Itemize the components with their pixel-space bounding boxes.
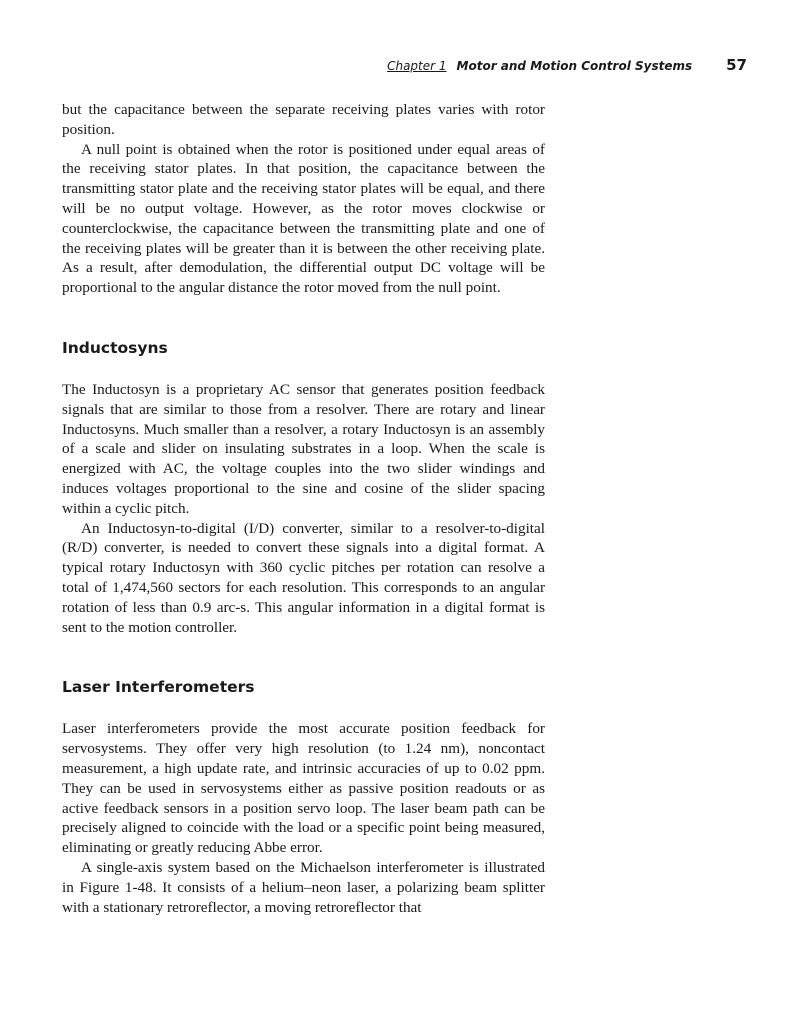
paragraph-laser-intro: Laser interferometers provide the most accurate position feedback for servosystems. They offer very high resolution (to 1.24 nm), noncontact measurement, a high update rate, and intrinsic accuracies of up to 0.02 ppm. They can be used in servosystems either as passive position readouts or as active feedback sensors in a position servo loop. The laser beam path can be precisely aligned to coincide with the load or a specific point being measured, eliminating or greatly reducing Abbe error.: [62, 720, 545, 857]
running-header: [387, 56, 747, 74]
chapter-label: Chapter 1: [387, 59, 447, 73]
paragraph-intro-continuation: but the capacitance between the separate receiving plates varies with rotor position.: [62, 101, 545, 138]
chapter-title: Motor and Motion Control Systems: [456, 59, 693, 73]
paragraph-id-converter: An Inductosyn-to-digital (I/D) converter, similar to a resolver-to-digital (R/D) converter, is needed to convert these signals into a digital format. A typical rotary Inductosyn with 360 cyclic pitches per rotation can resolve a total of 1,474,560 sectors for each resolution. This corresponds to an angular rotation of less than 0.9 arc-s. This angular information in a digital format is sent to the motion controller.: [62, 519, 545, 636]
paragraph-null-point: A null point is obtained when the rotor is positioned under equal areas of the receiving stator plates. In that position, the capacitance between the transmitting stator plate and the receiving stator plates will be equal, and there will be no output voltage. However, as the rotor moves clockwise or counterclockwise, the capacitance between the transmitting plate and one of the receiving plates will be greater than it is between the other receiving plate. As a result, after demodulation, the differential output DC voltage will be proportional to the angular distance the rotor moved from the null point.: [62, 140, 545, 297]
page-body: [62, 100, 545, 917]
paragraph-michaelson: A single-axis system based on the Michaelson interferometer is illustrated in Figure 1-48. It consists of a helium–neon laser, a polarizing beam splitter with a stationary retroreflector, a moving retroreflector that: [62, 858, 545, 916]
heading-inductosyns: Inductosyns: [62, 338, 168, 357]
heading-laser-interferometers: Laser Interferometers: [62, 678, 255, 697]
page-number: 57: [726, 56, 747, 74]
paragraph-inductosyn-intro: The Inductosyn is a proprietary AC sensor that generates position feedback signals that are similar to those from a resolver. There are rotary and linear Inductosyns. Much smaller than a resolver, a rotary Inductosyn is an assembly of a scale and slider on insulating substrates in a loop. When the scale is energized with AC, the voltage couples into the two slider windings and induces voltages proportional to the sine and cosine of the slider spacing within a cyclic pitch.: [62, 380, 545, 517]
